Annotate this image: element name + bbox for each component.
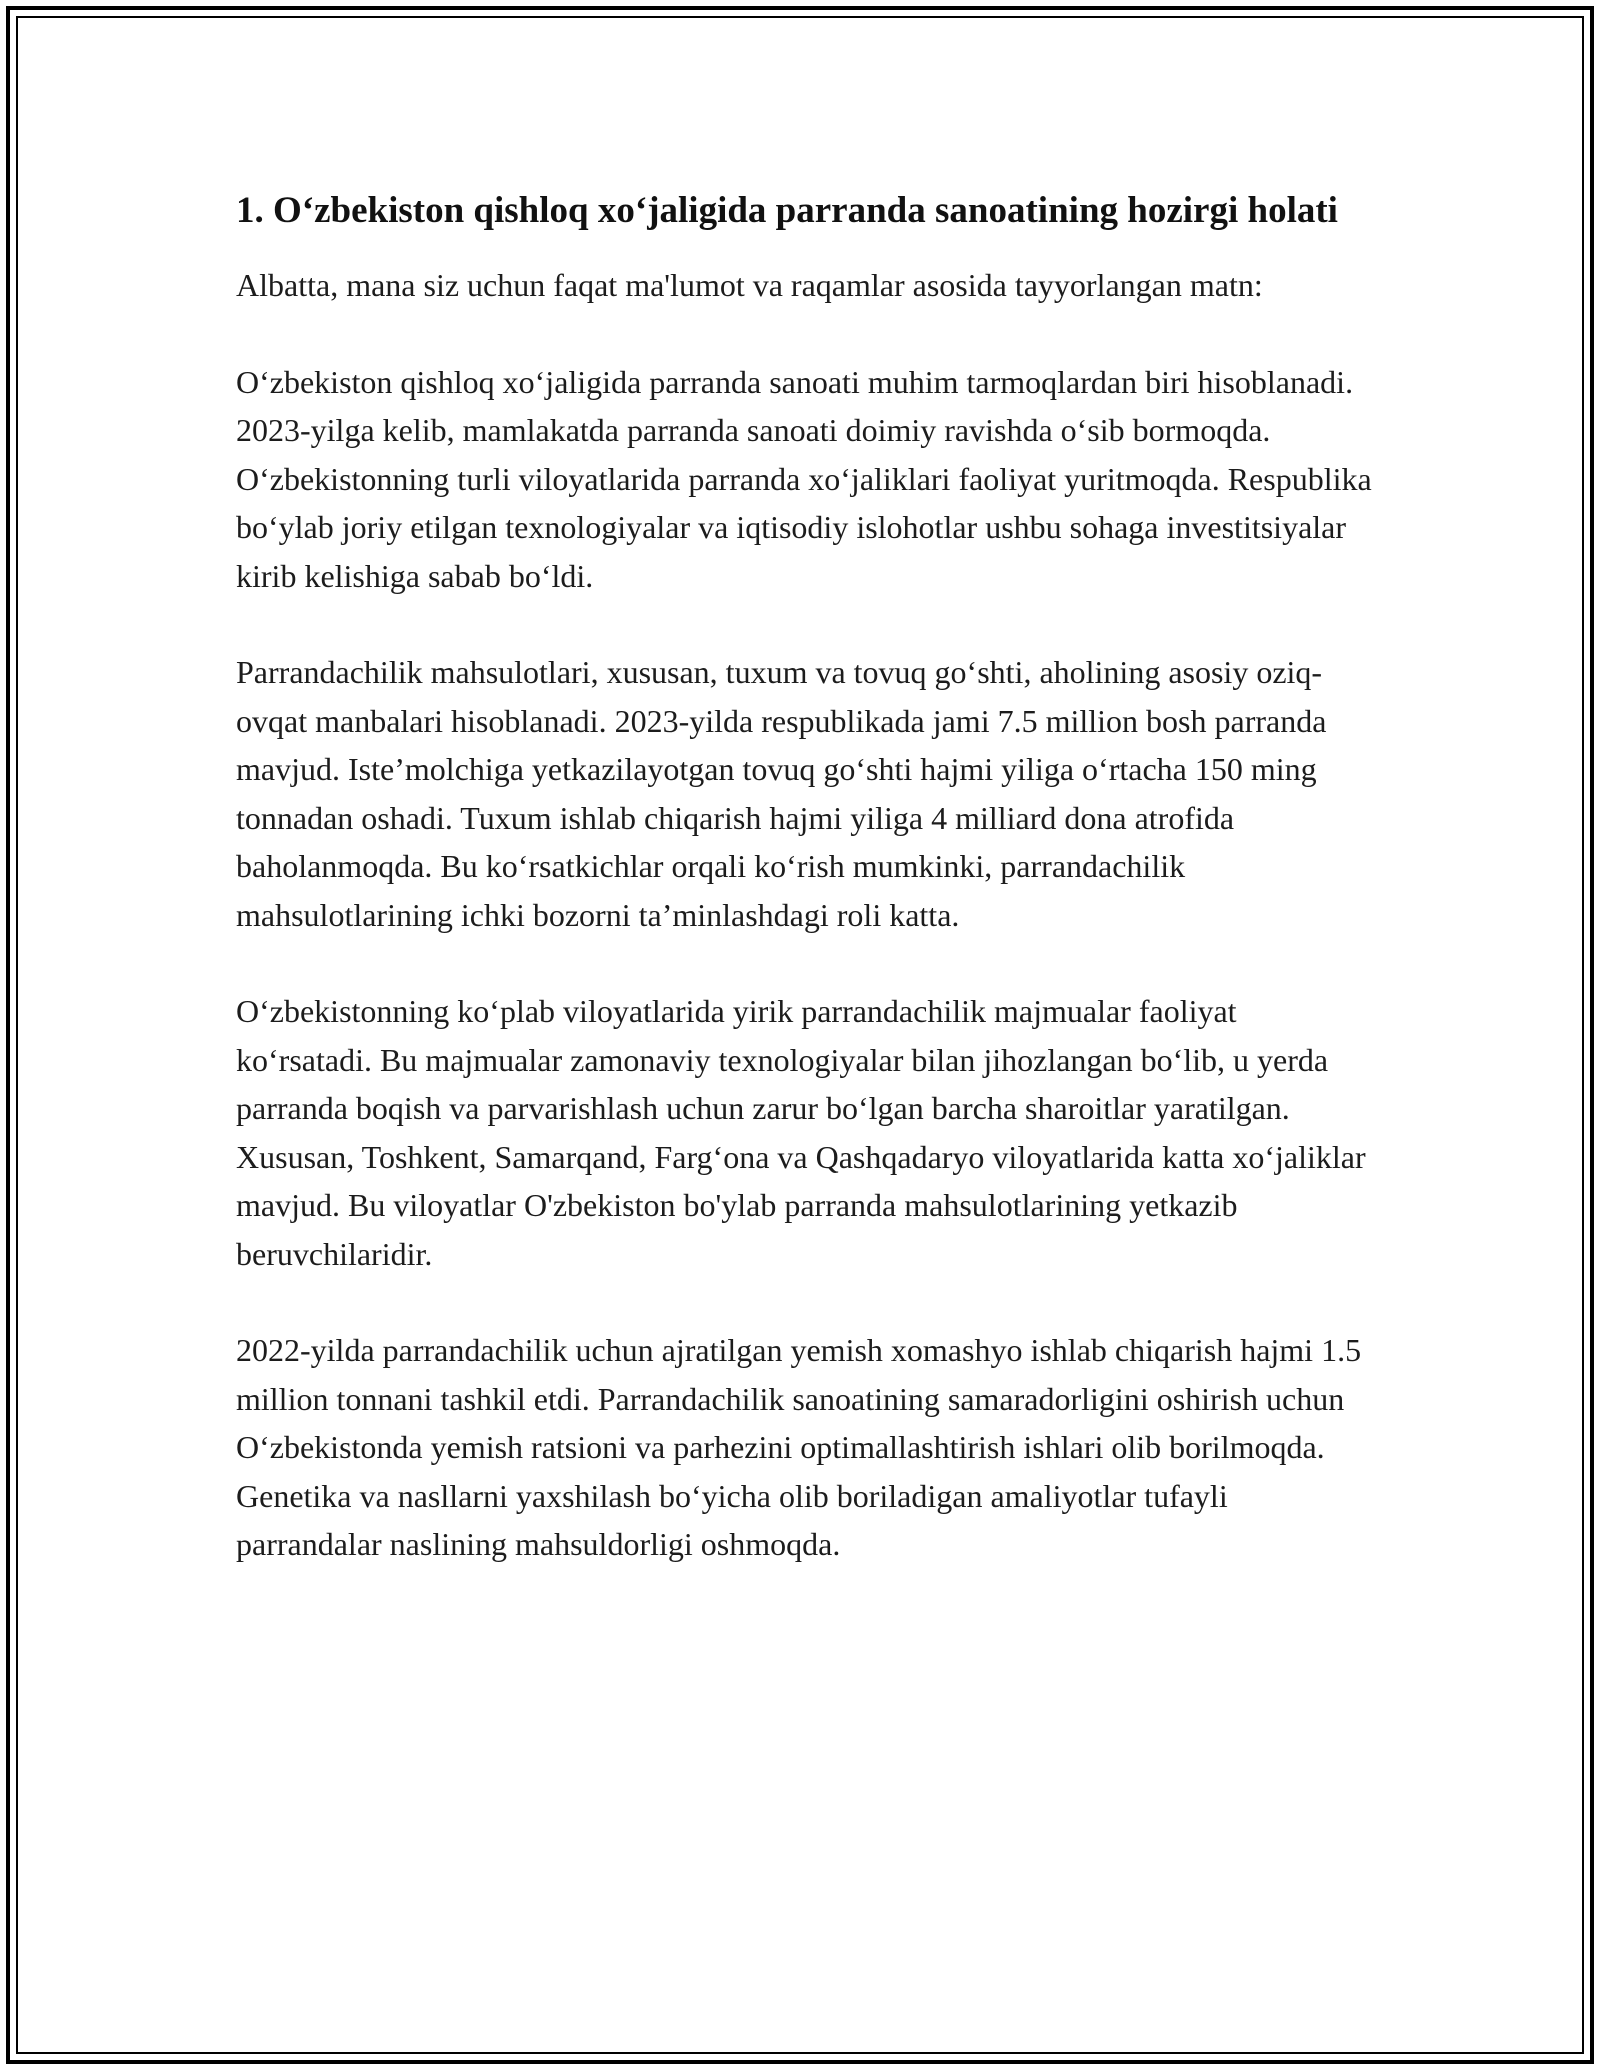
paragraph-regional-complexes: O‘zbekistonning ko‘plab viloyatlarida yirik parrandachilik majmualar faoliyat ko‘rsatadi. Bu majmualar zamonaviy texnologiyalar bilan jihozlangan bo‘lib, u yerda parranda boqish va parvarishlash uchun zarur bo‘lgan barcha sharoitlar yaratilgan. Xususan, Toshkent, Samarqand, Farg‘ona va Qashqadaryo viloyatlarida katta xo‘jaliklar mavjud. Bu viloyatlar O'zbekiston bo'ylab parranda mahsulotlarining yetkazib beruvchilaridir. [236,993,1366,1272]
paragraph-feed-and-genetics: 2022-yilda parrandachilik uchun ajratilgan yemish xomashyo ishlab chiqarish hajmi 1.5 million tonnani tashkil etdi. Parrandachilik sanoatining samaradorligini oshirish uchun O‘zbekistonda yemish ratsioni va parhezini optimallashtirish ishlari olib borilmoqda. Genetika va nasllarni yaxshilash bo‘yicha olib boriladigan amaliyotlar tufayli parrandalar naslining mahsuldorligi oshmoqda. [236,1332,1362,1562]
paragraph-industry-overview: O‘zbekiston qishloq xo‘jaligida parranda sanoati muhim tarmoqlardan biri hisoblanadi. 2023-yilga kelib, mamlakatda parranda sanoati doimiy ravishda o‘sib bormoqda. O‘zbekistonning turli viloyatlarida parranda xo‘jaliklari faoliyat yuritmoqda. Respublika bo‘ylab joriy etilgan texnologiyalar va iqtisodiy islohotlar ushbu sohaga investitsiyalar kirib kelishiga sabab bo‘ldi. [236,363,1372,594]
paragraph-products-statistics: Parrandachilik mahsulotlari, xususan, tuxum va tovuq go‘shti, aholining asosiy oziq-ovqat manbalari hisoblanadi. 2023-yilda respublikada jami 7.5 million bosh parranda mavjud. Iste’molchiga yetkazilayotgan tovuq go‘shti hajmi yiliga o‘rtacha 150 ming tonnadan oshadi. Tuxum ishlab chiqarish hajmi yiliga 4 milliard dona atrofida baholanmoqda. Bu ko‘rsatkichlar orqali ko‘rish mumkinki, parrandachilik mahsulotlarining ichki bozorni ta’minlashdagi roli katta. [236,654,1327,933]
document-title: 1. O‘zbekiston qishloq xo‘jaligida parranda sanoatining hozirgi holati [236,190,1338,231]
intro-paragraph: Albatta, mana siz uchun faqat ma'lumot va raqamlar asosida tayyorlangan matn: [236,267,1263,303]
document-body [236,185,1376,1617]
